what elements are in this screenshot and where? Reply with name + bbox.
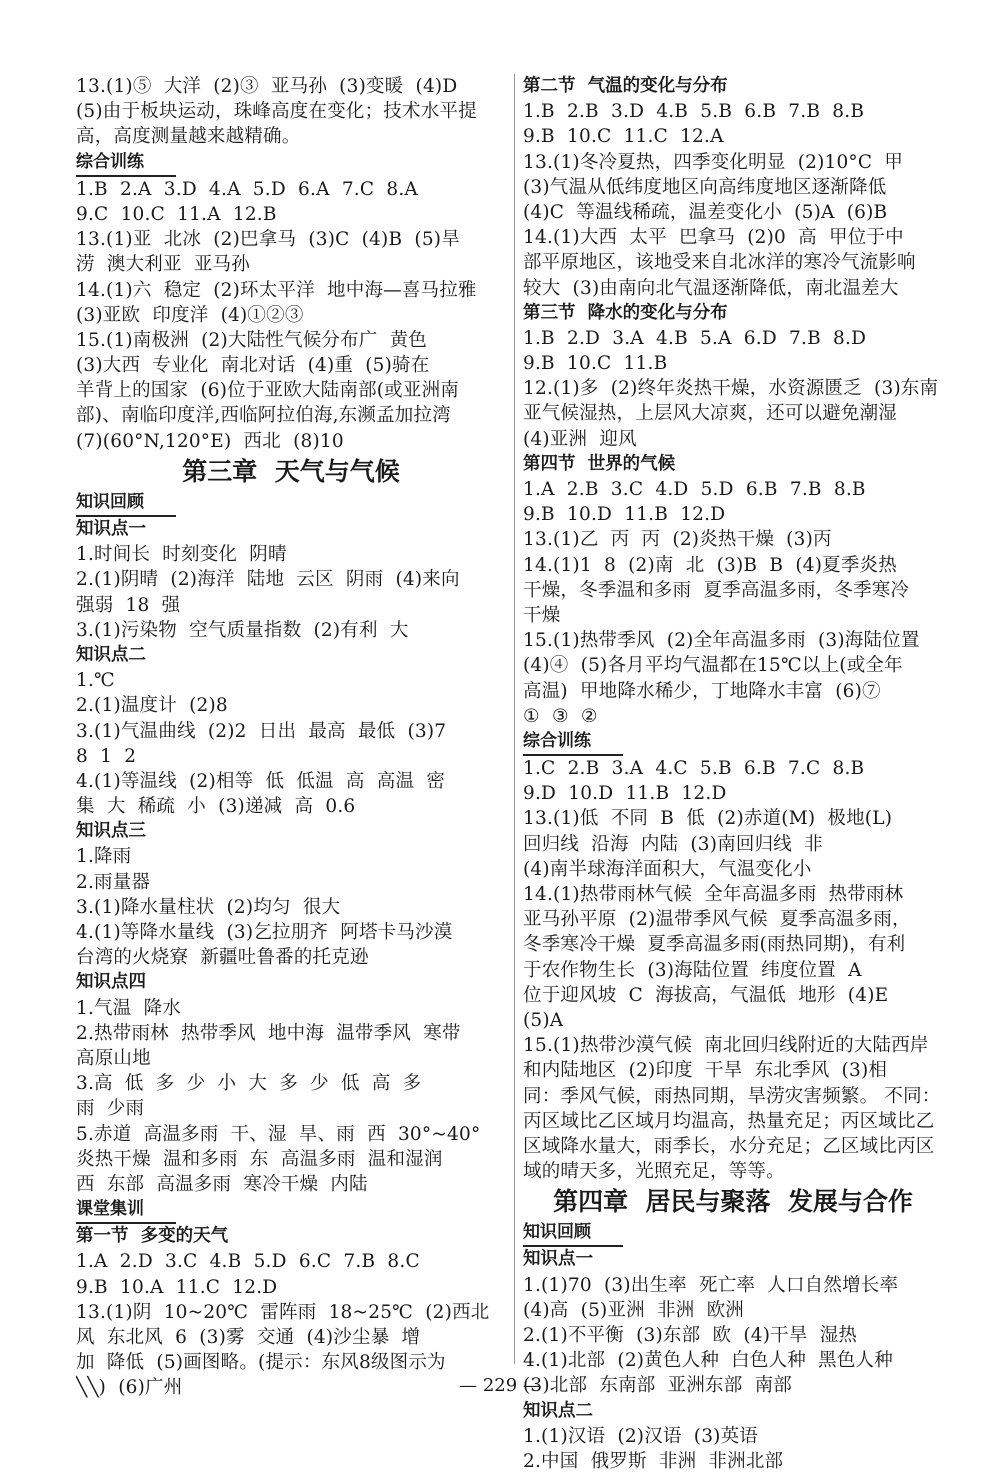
answer-line: 1.降雨 (76, 846, 132, 868)
answer-line: 9.B 10.C 11.C 12.A (523, 126, 724, 148)
answer-line: (3)北部 东南部 亚洲东部 南部 (523, 1375, 792, 1397)
answer-line: 高温) 甲地降水稀少，丁地降水丰富 (6)⑦ (523, 680, 881, 702)
answer-line: 2.(1)阴晴 (2)海洋 陆地 云区 阴雨 (4)来向 (76, 569, 460, 591)
answer-line: (4)C 等温线稀疏，温差变化小 (5)A (6)B (523, 201, 888, 223)
answer-line: 亚马孙平原 (2)温带季风气候 夏季高温多雨， (523, 909, 911, 931)
answer-line: 加 降低 (5)画图略。(提示：东风8级图示为 (76, 1352, 446, 1374)
answer-line: 干燥 (523, 604, 561, 626)
answer-line: 1.B 2.B 3.D 4.B 5.B 6.B 7.B 8.B (523, 101, 865, 123)
answer-line: 2.雨量器 (76, 871, 151, 893)
answer-line: 1.B 2.A 3.D 4.A 5.D 6.A 7.C 8.A (76, 178, 418, 200)
section-heading: 课堂集训 (76, 1197, 176, 1224)
answer-line: 3.(1)污染物 空气质量指数 (2)有利 大 (76, 619, 409, 641)
answer-line: 1.时间长 时刻变化 阴晴 (76, 544, 287, 566)
answer-line: 14.(1)六 稳定 (2)环太平洋 地中海—喜马拉雅 (76, 279, 477, 301)
answer-line: 2.热带雨林 热带季风 地中海 温带季风 寒带 (76, 1022, 461, 1044)
answer-line: 13.(1)冬冷夏热，四季变化明显 (2)10°C 甲 (523, 151, 904, 173)
section-heading: 综合训练 (523, 729, 623, 756)
answer-line: 12.(1)多 (2)终年炎热干燥，水资源匮乏 (3)东南 (523, 378, 939, 400)
answer-line: 14.(1)热带雨林气候 全年高温多雨 热带雨林 (523, 884, 904, 905)
section-heading: 综合训练 (76, 150, 176, 177)
answer-line: 2.(1)温度计 (2)8 (76, 695, 228, 717)
answer-line: 9.B 10.A 11.C 12.D (76, 1276, 278, 1298)
answer-line: 冬季寒冷干燥 夏季高温多雨(雨热同期)，有利 (523, 934, 906, 956)
answer-line: 雨 少雨 (76, 1098, 145, 1120)
answer-line: 干燥，冬季温和多雨 夏季高温多雨，冬季寒冷 (523, 579, 910, 601)
subsection-heading: 知识点一 (76, 519, 146, 539)
subsection-heading: 知识点二 (76, 644, 146, 665)
subsection-heading: 第一节 多变的天气 (76, 1226, 229, 1247)
answer-line: (3)大西 专业化 南北对话 (4)重 (5)骑在 (76, 355, 430, 377)
answer-line: (4)亚洲 迎风 (523, 428, 637, 450)
answer-line: 1.(1)70 (3)出生率 死亡率 人口自然增长率 (523, 1274, 899, 1296)
answer-line: 13.(1)乙 丙 丙 (2)炎热干燥 (3)丙 (523, 529, 832, 551)
answer-line: 区域降水量大，雨季长，水分充足；乙区域比丙区 (523, 1135, 935, 1157)
answer-line: 4.(1)北部 (2)黄色人种 白色人种 黑色人种 (523, 1350, 893, 1372)
answer-line: 13.(1)阴 10~20℃ 雷阵雨 18~25℃ (2)西北 (76, 1301, 490, 1323)
answer-line: 西 东部 高温多雨 寒冷干燥 内陆 (76, 1173, 368, 1195)
answer-line: (3)气温从低纬度地区向高纬度地区逐渐降低 (523, 176, 887, 198)
answer-line: 13.(1)亚 北冰 (2)巴拿马 (3)C (4)B (5)旱 (76, 229, 460, 251)
answer-line: 部)、南临印度洋,西临阿拉伯海,东濒孟加拉湾 (76, 405, 451, 427)
answer-line: 9.B 10.D 11.B 12.D (523, 504, 726, 526)
answer-line: (5)由于板块运动，珠峰高度在变化；技术水平提 (76, 101, 477, 123)
answer-line: 台湾的火烧寮 新疆吐鲁番的托克逊 (76, 947, 369, 969)
answer-line: 3.(1)气温曲线 (2)2 日出 最高 最低 (3)7 (76, 720, 447, 742)
subsection-heading: 知识点一 (523, 1249, 593, 1270)
answer-line: 9.B 10.C 11.B (523, 353, 668, 375)
answer-line: 1.(1)汉语 (2)汉语 (3)英语 (523, 1425, 758, 1447)
answer-line: 回归线 沿海 内陆 (3)南回归线 非 (523, 833, 823, 855)
answer-line: 强弱 18 强 (76, 594, 181, 616)
subsection-heading: 知识点四 (76, 972, 146, 993)
answer-line: 2.中国 俄罗斯 非洲 非洲北部 (523, 1450, 784, 1472)
answer-line: 1.气温 降水 (76, 997, 182, 1019)
section-heading: 知识回顾 (523, 1220, 623, 1247)
answer-line: (3)亚欧 印度洋 (4)①②③ (76, 304, 304, 326)
answer-line: 丙区域比乙区域月均温高，热量充足；丙区域比乙 (523, 1110, 935, 1132)
answer-line: (4)高 (5)亚洲 非洲 欧洲 (523, 1299, 744, 1321)
answer-line: 14.(1)大西 太平 巴拿马 (2)0 高 甲位于中 (523, 227, 904, 249)
answer-line: 羊背上的国家 (6)位于亚欧大陆南部(或亚洲南 (76, 380, 459, 402)
answer-line: 集 大 稀疏 小 (3)递减 高 0.6 (76, 796, 356, 818)
answer-line: 于农作物生长 (3)海陆位置 纬度位置 A (523, 959, 862, 981)
answer-line: 4.(1)等温线 (2)相等 低 低温 高 高温 密 (76, 770, 446, 792)
answer-line: 炎热干燥 温和多雨 东 高温多雨 温和湿润 (76, 1148, 443, 1170)
answer-line: 2.(1)不平衡 (3)东部 欧 (4)干旱 湿热 (523, 1325, 858, 1346)
answer-line: 1.A 2.D 3.C 4.B 5.D 6.C 7.B 8.C (76, 1251, 420, 1273)
subsection-heading: 第二节 气温的变化与分布 (523, 76, 728, 96)
answer-line: 高，高度测量越来越精确。 (76, 126, 301, 148)
chapter-title: 第四章 居民与聚落 发展与合作 (553, 1187, 913, 1217)
right-column (523, 74, 943, 1474)
subsection-heading: 第三节 降水的变化与分布 (523, 302, 728, 323)
answer-line: 1.B 2.D 3.A 4.B 5.A 6.D 7.B 8.D (523, 327, 867, 349)
answer-line: 13.(1)低 不同 B 低 (2)赤道(M) 极地(L) (523, 808, 893, 830)
subsection-heading: 知识点三 (76, 821, 146, 842)
column-divider (514, 74, 515, 1364)
answer-line: 涝 澳大利亚 亚马孙 (76, 254, 250, 276)
answer-line: (7)(60°N,120°E) 西北 (8)10 (76, 430, 344, 452)
answer-line: 1.A 2.B 3.C 4.D 5.D 6.B 7.B 8.B (523, 479, 866, 500)
answer-line: 9.D 10.D 11.B 12.D (523, 783, 727, 805)
answer-line: 和内陆地区 (2)印度 干旱 东北季风 (3)相 (523, 1060, 888, 1082)
answer-line: ╲╲) (6)广州 (76, 1377, 183, 1399)
answer-line: 同：季风气候，雨热同期，旱涝灾害频繁。 不同： (523, 1085, 941, 1107)
answer-line: 亚气候湿热，上层风大凉爽，还可以避免潮湿 (523, 403, 898, 425)
answer-line: (4)南半球海洋面积大，气温变化小 (523, 858, 812, 880)
answer-line: (4)④ (5)各月平均气温都在15℃以上(或全年 (523, 655, 903, 677)
answer-line: 1.℃ (76, 670, 115, 692)
answer-line: 位于迎风坡 C 海拔高，气温低 地形 (4)E (523, 984, 889, 1006)
answer-line: 3.(1)降水量柱状 (2)均匀 很大 (76, 896, 341, 918)
subsection-heading: 知识点二 (523, 1400, 593, 1421)
page-number: — 229 — (459, 1375, 541, 1396)
answer-line: 域的晴天多，光照充足，等等。 (523, 1161, 785, 1183)
answer-line: 部平原地区，该地受来自北冰洋的寒冷气流影响 (523, 252, 916, 274)
answer-line: 13.(1)⑤ 大洋 (2)③ 亚马孙 (3)变暖 (4)D (76, 76, 458, 97)
answer-line: 较大 (3)由南向北气温逐渐降低，南北温差大 (523, 277, 899, 299)
left-column (76, 74, 506, 1401)
answer-line: 15.(1)热带季风 (2)全年高温多雨 (3)海陆位置 (523, 630, 920, 652)
subsection-heading: 第四节 世界的气候 (523, 453, 676, 474)
section-heading: 知识回顾 (76, 490, 176, 517)
answer-line: 3.高 低 多 少 小 大 多 少 低 高 多 (76, 1073, 422, 1095)
answer-line: 风 东北风 6 (3)雾 交通 (4)沙尘暴 增 (76, 1327, 421, 1348)
answer-line: 高原山地 (76, 1047, 151, 1069)
answer-line: ① ③ ② (523, 705, 598, 727)
answer-line: 4.(1)等降水量线 (3)乞拉朋齐 阿塔卡马沙漠 (76, 922, 453, 943)
answer-line: 5.赤道 高温多雨 干、湿 旱、雨 西 30°~40° (76, 1123, 481, 1145)
answer-line: 15.(1)南极洲 (2)大陆性气候分布广 黄色 (76, 329, 428, 351)
chapter-title: 第三章 天气与气候 (182, 456, 400, 486)
answer-line: 1.C 2.B 3.A 4.C 5.B 6.B 7.C 8.B (523, 758, 865, 780)
answer-line: (5)A (523, 1009, 564, 1031)
answer-line: 14.(1)1 8 (2)南 北 (3)B B (4)夏季炎热 (523, 554, 897, 576)
answer-line: 15.(1)热带沙漠气候 南北回归线附近的大陆西岸 (523, 1035, 929, 1057)
answer-line: 9.C 10.C 11.A 12.B (76, 203, 277, 225)
answer-line: 8 1 2 (76, 745, 137, 767)
